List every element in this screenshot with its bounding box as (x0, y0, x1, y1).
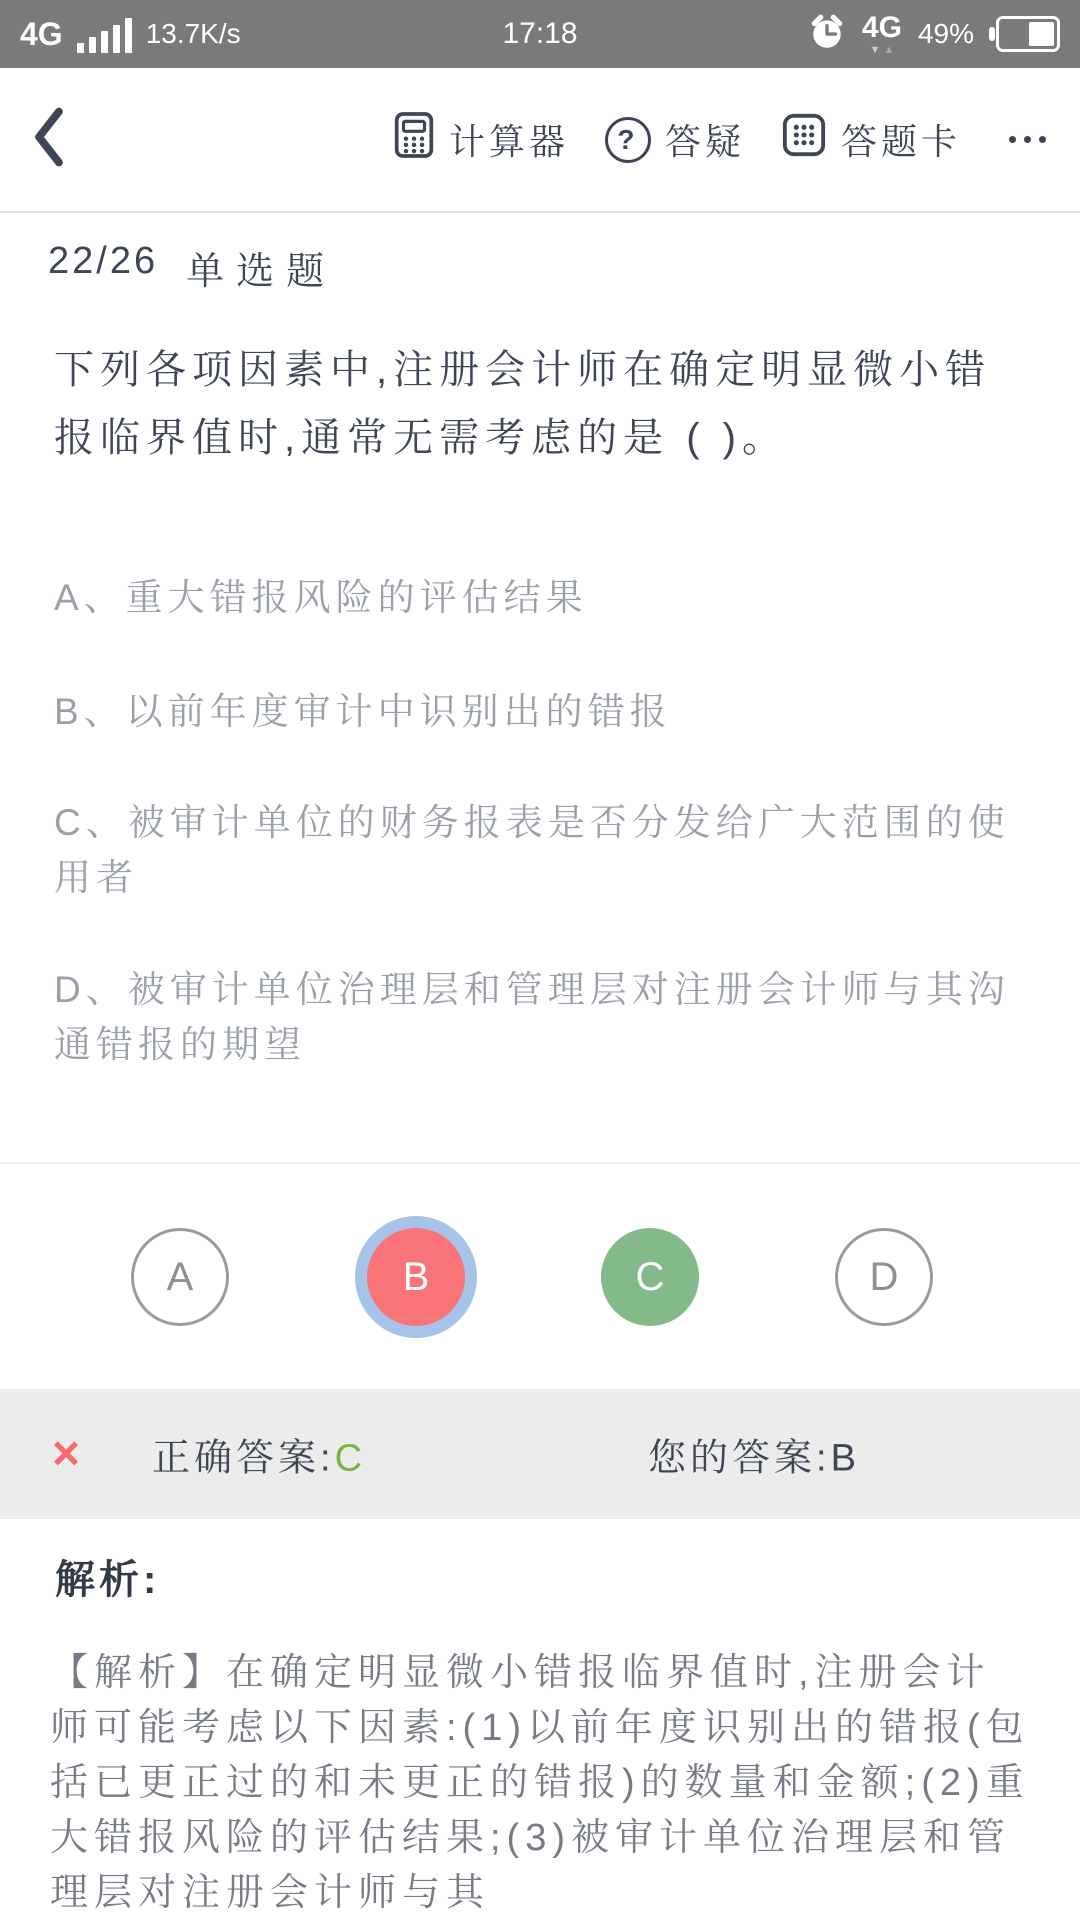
answer-bubble-a[interactable]: A (131, 1228, 229, 1326)
option-c[interactable]: C、被审计单位的财务报表是否分发给广大范围的使用者 (54, 802, 1010, 898)
network-arrows-icon: ▼ ▲ (869, 43, 895, 56)
analysis-title: 解析: (55, 1558, 161, 1602)
wrong-mark-icon: × (52, 1427, 81, 1481)
nav-actions (393, 111, 1050, 168)
signal-bars-icon (77, 13, 132, 56)
question-meta (48, 240, 336, 295)
status-right (808, 10, 1060, 56)
answer-card-button[interactable] (781, 112, 961, 167)
alarm-clock-icon (808, 13, 846, 56)
battery-percent-label: 49% (917, 18, 974, 49)
back-chevron-icon (30, 106, 68, 173)
option-d[interactable]: D、被审计单位治理层和管理层对注册会计师与其沟通错报的期望 (54, 969, 1010, 1065)
answer-bubble-c-correct[interactable]: C (601, 1228, 699, 1326)
status-time: 17:18 (502, 17, 578, 50)
back-button[interactable] (30, 106, 68, 173)
status-left (20, 13, 241, 56)
battery-icon (996, 16, 1060, 52)
divider (0, 1162, 1080, 1164)
question-progress: 22/26 (48, 240, 159, 282)
qa-label: 答疑 (664, 121, 745, 162)
answer-card-label: 答题卡 (840, 121, 961, 162)
network-type-right: 4G ▼ ▲ (861, 10, 902, 56)
analysis-body: 【解析】在确定明显微小错报临界值时,注册会计师可能考虑以下因素:(1)以前年度识别出的错报(包括已更正过的和未更正的错报)的数量和金额;(2)重大错报风险的评估结果;(3)被审计单位治理层和管理层对注册会计师与其 (50, 1652, 1030, 1914)
option-b[interactable]: B、以前年度审计中识别出的错报 (54, 691, 672, 732)
option-a[interactable]: A、重大错报风险的评估结果 (54, 577, 588, 618)
your-answer-value: B (830, 1437, 860, 1480)
nav-bar (0, 68, 1080, 213)
result-bar (0, 1389, 1080, 1519)
your-answer (648, 1427, 860, 1482)
question-type: 单选题 (186, 251, 337, 293)
answer-card-icon (781, 112, 827, 167)
your-answer-label: 您的答案: (648, 1437, 831, 1480)
calculator-icon (393, 111, 435, 168)
correct-answer-label: 正确答案: (152, 1437, 335, 1480)
help-icon: ? (605, 117, 651, 163)
qa-button[interactable] (605, 114, 745, 165)
status-bar (0, 0, 1080, 68)
network-speed-label: 13.7K/s (145, 18, 241, 49)
correct-answer-value: C (334, 1437, 367, 1480)
answer-bubble-b-selected-wrong[interactable]: B (367, 1228, 465, 1326)
more-button[interactable] (1005, 126, 1050, 153)
answer-bubble-d[interactable]: D (835, 1228, 933, 1326)
calculator-label: 计算器 (448, 121, 569, 162)
network-type-label: 4G (20, 15, 63, 52)
calculator-button[interactable] (393, 111, 569, 168)
correct-answer (152, 1427, 366, 1482)
question-stem: 下列各项因素中,注册会计师在确定明显微小错报临界值时,通常无需考虑的是 ( )。 (54, 348, 992, 460)
